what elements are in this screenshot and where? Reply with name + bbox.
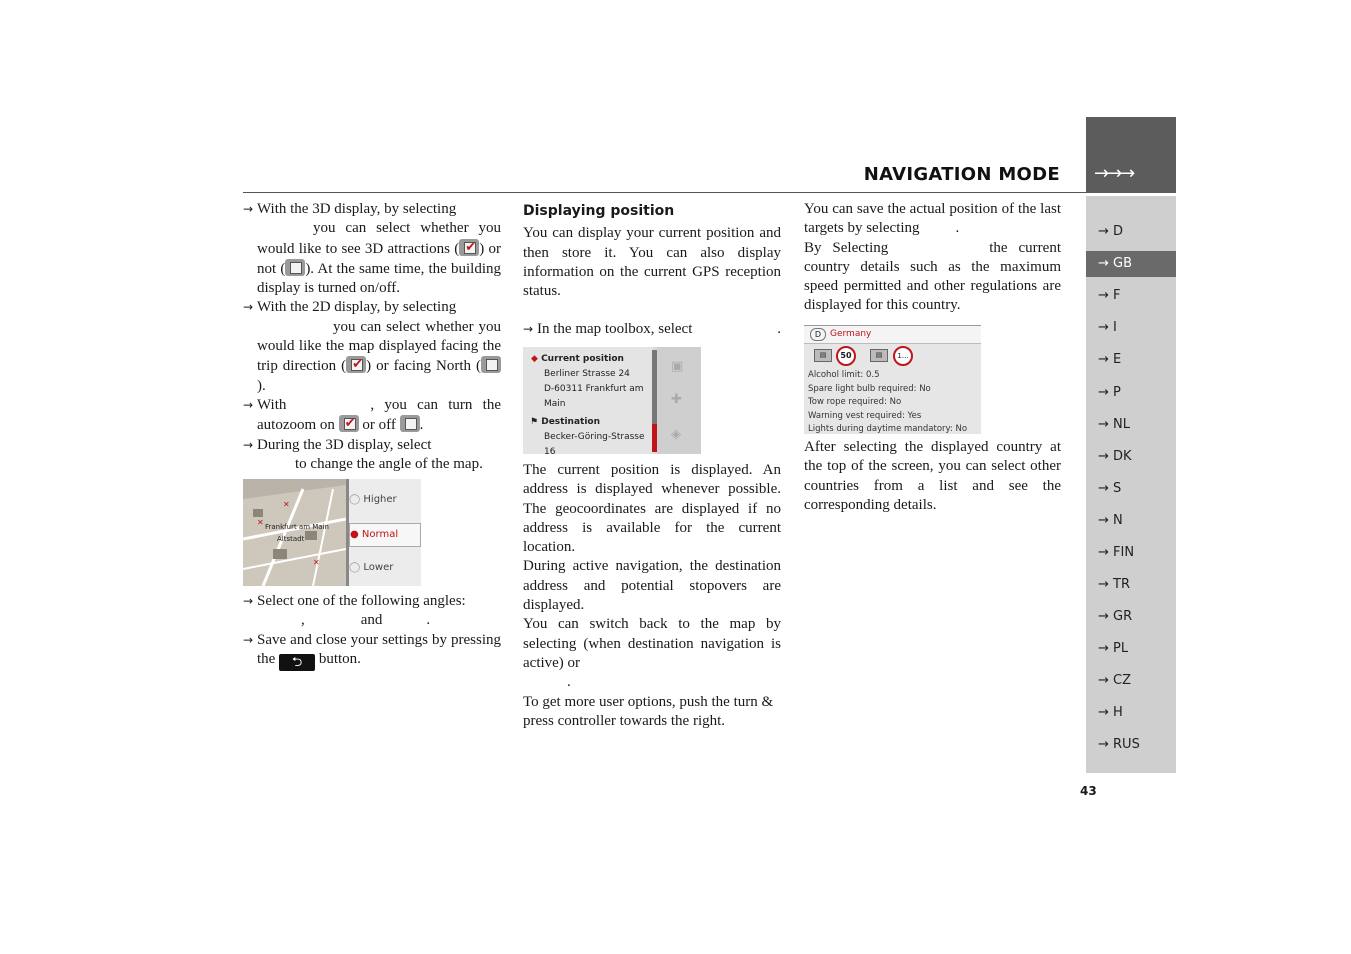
- map-label-city: Frankfurt am Main: [265, 523, 329, 531]
- current-position-label: ◆ Current position: [531, 354, 624, 364]
- lang-item-tr[interactable]: → TR: [1098, 577, 1130, 592]
- angle-option-normal[interactable]: ● Normal: [349, 523, 421, 547]
- save-icon[interactable]: ✚: [671, 392, 682, 407]
- section-heading: Displaying position: [523, 203, 675, 219]
- lang-item-rus[interactable]: → RUS: [1098, 737, 1140, 752]
- address-line-1: Berliner Strasse 24: [544, 369, 630, 379]
- bullet-3d-display: → With the 3D display, by selecting you can select whether you would like to see 3D attractions (✔ ) or not ( ). At the same time, the building display is turned on/off.: [243, 200, 501, 298]
- bullet-map-toolbox: → In the map toolbox, select .: [523, 320, 781, 339]
- address-line-3: Main: [544, 399, 566, 409]
- map-3d-view: [243, 479, 346, 586]
- back-button-icon: ⮌: [279, 654, 315, 671]
- toolbar-panel: [657, 347, 701, 454]
- speed-limit-sign-2: 1...: [893, 346, 913, 366]
- checkbox-checked-icon: [339, 415, 359, 432]
- country-badge: D: [810, 328, 826, 341]
- rule-line: Alcohol limit: 0.5: [808, 370, 880, 380]
- lang-item-gr[interactable]: → GR: [1098, 609, 1133, 624]
- paragraph-select-country: After selecting the displayed country at the top of the screen, you can select other countries from a list and see the corresponding details.: [804, 439, 1061, 513]
- paragraph-user-options: To get more user options, push the turn & press controller towards the right.: [523, 693, 774, 729]
- angle-option-lower[interactable]: ◯ Lower: [349, 562, 394, 573]
- lang-item-fin[interactable]: → FIN: [1098, 545, 1135, 560]
- lang-item-pl[interactable]: → PL: [1098, 641, 1129, 656]
- rule-line: Lights during daytime mandatory: No: [808, 424, 968, 434]
- lang-item-gb[interactable]: → GB: [1086, 251, 1176, 277]
- address-line-4: Becker-Göring-Strasse: [544, 432, 645, 442]
- rule-line: Tow rope required: No: [808, 397, 902, 407]
- column-3: [804, 200, 1061, 316]
- lang-item-i[interactable]: → I: [1098, 320, 1117, 335]
- map-label-district: Altstadt: [277, 535, 305, 543]
- lang-item-f[interactable]: → F: [1098, 288, 1121, 303]
- paragraph-save-position: You can save the actual position of the last targets by selecting .: [804, 201, 1061, 237]
- angle-settings-screenshot: [243, 479, 421, 586]
- paragraph-country-details: By Selecting the current country details such as the maximum speed permitted and other regulations are displayed for this country.: [804, 239, 1061, 314]
- svg-text:✕: ✕: [257, 518, 264, 527]
- lang-item-d[interactable]: → D: [1098, 224, 1124, 239]
- country-name: Germany: [830, 329, 872, 339]
- camera-icon[interactable]: ▣: [671, 359, 684, 374]
- bullet-select-angle: → Select one of the following angles: , and .: [243, 592, 501, 631]
- country-selector[interactable]: [804, 326, 981, 344]
- car-sign-icon: ▤: [870, 349, 888, 362]
- checkbox-unchecked-icon: [285, 259, 305, 276]
- paragraph-active-navigation: During active navigation, the destination address and potential stopovers are displayed.: [523, 558, 781, 614]
- town-sign-icon: ▤: [814, 349, 832, 362]
- sidebar-arrows-icon: →→→: [1094, 163, 1134, 184]
- country-rules-list: [808, 369, 967, 434]
- checkbox-unchecked-icon: [481, 356, 501, 373]
- lang-item-cz[interactable]: → CZ: [1098, 673, 1132, 688]
- angle-option-higher[interactable]: ◯ Higher: [349, 494, 397, 505]
- country-info-screenshot: [804, 325, 981, 434]
- lang-item-h[interactable]: → H: [1098, 705, 1123, 720]
- lang-item-s[interactable]: → S: [1098, 481, 1122, 496]
- page-number: 43: [1080, 784, 1097, 798]
- rule-line: Spare light bulb required: No: [808, 383, 931, 394]
- column-1: [243, 200, 501, 474]
- lang-item-p[interactable]: → P: [1098, 385, 1121, 400]
- svg-text:✕: ✕: [283, 500, 290, 509]
- header-rule: [243, 192, 1086, 193]
- column-3-lower: [804, 438, 1061, 515]
- address-line-5: 16: [544, 447, 556, 454]
- bullet-autozoom: → With , you can turn the autozoom on ✔ or off .: [243, 396, 501, 436]
- checkbox-checked-icon: [346, 356, 366, 373]
- paragraph-switch-back: You can switch back to the map by selecting (when destination navigation is active) or .: [523, 616, 781, 691]
- column-1-lower: [243, 592, 501, 671]
- svg-text:✕: ✕: [313, 558, 320, 567]
- lang-item-n[interactable]: → N: [1098, 513, 1123, 528]
- shield-icon[interactable]: ◈: [671, 427, 681, 442]
- bullet-save-close: → Save and close your settings by pressing the ⮌ button.: [243, 631, 501, 671]
- bullet-3d-angle: → During the 3D display, select to change the angle of the map.: [243, 436, 501, 475]
- checkbox-checked-icon: [459, 239, 479, 256]
- paragraph-current-position: The current position is displayed. An address is displayed whenever possible. The geocoordinates are displayed if no address is available for the current location.: [523, 462, 781, 556]
- rule-line: Warning vest required: Yes: [808, 410, 922, 421]
- language-sidebar: [1086, 196, 1176, 773]
- lang-item-dk[interactable]: → DK: [1098, 449, 1132, 464]
- paragraph-intro: You can display your current position and then store it. You can also display information on the current GPS reception status.: [523, 225, 781, 300]
- checkbox-unchecked-icon: [400, 415, 420, 432]
- flag-icon: ⚑: [530, 417, 539, 427]
- destination-label: ⚑ Destination: [530, 417, 600, 427]
- page-header-title: NAVIGATION MODE: [863, 164, 1060, 185]
- bullet-2d-display: → With the 2D display, by selecting you can select whether you would like the map displayed facing the trip direction (✔ ) or facing North ().: [243, 298, 501, 395]
- column-2: [523, 202, 781, 340]
- lang-item-e[interactable]: → E: [1098, 352, 1122, 367]
- column-2-lower: [523, 461, 781, 731]
- speed-limit-sign: 50: [836, 346, 856, 366]
- position-screenshot: [523, 347, 701, 454]
- lang-item-nl[interactable]: → NL: [1098, 417, 1130, 432]
- address-line-2: D-60311 Frankfurt am: [544, 384, 644, 394]
